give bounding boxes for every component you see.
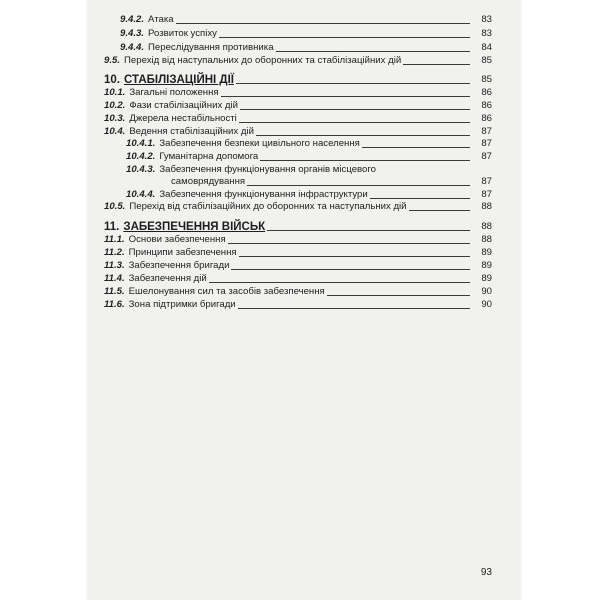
toc-entry-page: 89 <box>481 260 492 271</box>
toc-entry-number: 10.5. <box>104 201 126 212</box>
toc-entry <box>88 87 520 99</box>
toc-entry <box>88 100 520 112</box>
dot-leader <box>219 37 470 38</box>
dot-leader <box>327 295 470 296</box>
document-sheet <box>88 0 520 600</box>
toc-entry-number: 10.2. <box>104 100 126 111</box>
dot-leader <box>238 308 470 309</box>
toc-entry <box>88 260 520 272</box>
toc-entry <box>88 234 520 246</box>
dot-leader <box>221 96 470 97</box>
toc-entry-number: 11.5. <box>104 286 125 297</box>
toc-entry-page: 88 <box>481 201 492 212</box>
dot-leader <box>240 109 470 110</box>
toc-chapter-title: ЗАБЕЗПЕЧЕННЯ ВІЙСЬК <box>123 221 266 233</box>
toc-entry <box>88 113 520 125</box>
toc-entry-number: 10. <box>104 74 120 86</box>
page-number: 93 <box>480 567 492 578</box>
toc-entry <box>88 201 520 213</box>
toc-entry-title: Ведення стабілізаційних дій <box>129 126 254 137</box>
toc-entry-number: 11.6. <box>104 299 125 310</box>
dot-leader <box>236 83 470 84</box>
toc-entry-title: Ешелонування сил та засобів забезпечення <box>128 286 325 297</box>
toc-entry <box>88 42 520 54</box>
dot-leader <box>239 256 470 257</box>
dot-leader <box>409 210 470 211</box>
table-of-contents <box>88 0 520 600</box>
toc-entry-number: 11.2. <box>104 247 125 258</box>
toc-entry-title-continuation: самоврядування <box>171 176 246 187</box>
toc-entry <box>88 164 520 176</box>
toc-entry-page: 85 <box>481 74 492 85</box>
toc-entry <box>88 299 520 311</box>
toc-entry <box>88 126 520 138</box>
toc-entry-number: 9.5. <box>104 55 121 66</box>
toc-entry-number: 9.4.4. <box>120 42 145 53</box>
dot-leader <box>247 185 470 186</box>
toc-entry-title: Розвиток успіху <box>148 28 217 39</box>
toc-entry-page: 86 <box>481 100 492 111</box>
toc-entry-page: 84 <box>481 42 492 53</box>
toc-entry-page: 87 <box>481 138 492 149</box>
toc-entry-page: 85 <box>481 55 492 66</box>
dot-leader <box>231 269 470 270</box>
toc-entry-title: Перехід від наступальних до оборонних та стабілізаційних дій <box>124 55 402 66</box>
toc-entry <box>88 286 520 298</box>
toc-entry <box>88 151 520 163</box>
toc-entry-page: 87 <box>481 126 492 137</box>
dot-leader <box>370 198 470 199</box>
toc-entry-number: 10.4.3. <box>126 164 156 175</box>
dot-leader <box>276 51 470 52</box>
toc-entry-number: 10.4. <box>104 126 126 137</box>
toc-entry <box>88 189 520 201</box>
toc-entry-page: 88 <box>481 234 492 245</box>
dot-leader <box>228 243 470 244</box>
toc-entry-title: Забезпечення безпеки цивільного населення <box>159 138 360 149</box>
toc-entry-page: 90 <box>481 299 492 310</box>
toc-entry-number: 10.4.1. <box>126 138 156 149</box>
toc-entry-title: Основи забезпечення <box>128 234 226 245</box>
toc-entry-page: 87 <box>481 151 492 162</box>
toc-entry-number: 11. <box>104 221 120 233</box>
toc-entry-page: 87 <box>481 176 492 187</box>
dot-leader <box>362 147 470 148</box>
toc-chapter-title: СТАБІЛІЗАЦІЙНІ ДІЇ <box>124 74 234 86</box>
dot-leader <box>176 23 470 24</box>
toc-entry-title: Фази стабілізаційних дій <box>129 100 238 111</box>
toc-entry-page: 88 <box>481 221 492 232</box>
toc-entry-number: 10.4.2. <box>126 151 156 162</box>
toc-entry-title: Гуманітарна допомога <box>159 151 259 162</box>
toc-entry-page: 83 <box>481 14 492 25</box>
toc-entry-page: 86 <box>481 113 492 124</box>
toc-entry-number: 9.4.3. <box>120 28 145 39</box>
toc-chapter <box>88 221 520 233</box>
toc-entry <box>88 28 520 40</box>
toc-entry-page: 89 <box>481 247 492 258</box>
toc-entry-title: Принципи забезпечення <box>128 247 237 258</box>
toc-entry-title: Джерела нестабільності <box>129 113 237 124</box>
dot-leader <box>256 135 470 136</box>
dot-leader <box>239 122 470 123</box>
toc-entry-title: Загальні положення <box>129 87 219 98</box>
toc-entry-page: 90 <box>481 286 492 297</box>
toc-entry <box>88 138 520 150</box>
toc-entry-number: 9.4.2. <box>120 14 145 25</box>
toc-entry-number: 11.3. <box>104 260 125 271</box>
toc-entry <box>88 55 520 67</box>
toc-entry-number: 10.1. <box>104 87 126 98</box>
toc-entry-number: 11.1. <box>104 234 125 245</box>
toc-entry-title: Атака <box>148 14 174 25</box>
toc-entry-title: Забезпечення дій <box>128 273 207 284</box>
dot-leader <box>209 282 470 283</box>
toc-entry <box>88 247 520 259</box>
toc-entry-number: 10.3. <box>104 113 126 124</box>
toc-entry-title: Перехід від стабілізаційних до оборонних та наступальних дій <box>129 201 407 212</box>
toc-entry-title: Забезпечення функціонування органів місцевого <box>159 164 376 175</box>
toc-entry-title: Зона підтримки бригади <box>128 299 236 310</box>
toc-entry-continuation <box>88 176 520 188</box>
toc-entry <box>88 273 520 285</box>
dot-leader <box>260 160 470 161</box>
toc-entry <box>88 14 520 26</box>
toc-entry-page: 86 <box>481 87 492 98</box>
toc-entry-page: 89 <box>481 273 492 284</box>
dot-leader <box>403 64 470 65</box>
toc-entry-number: 11.4. <box>104 273 125 284</box>
toc-chapter <box>88 74 520 86</box>
toc-entry-page: 87 <box>481 189 492 200</box>
toc-entry-page: 83 <box>481 28 492 39</box>
toc-entry-title: Забезпечення бригади <box>128 260 230 271</box>
toc-entry-number: 10.4.4. <box>126 189 156 200</box>
dot-leader <box>267 230 470 231</box>
toc-entry-title: Забезпечення функціонування інфраструктури <box>159 189 368 200</box>
toc-entry-title: Переслідування противника <box>148 42 274 53</box>
